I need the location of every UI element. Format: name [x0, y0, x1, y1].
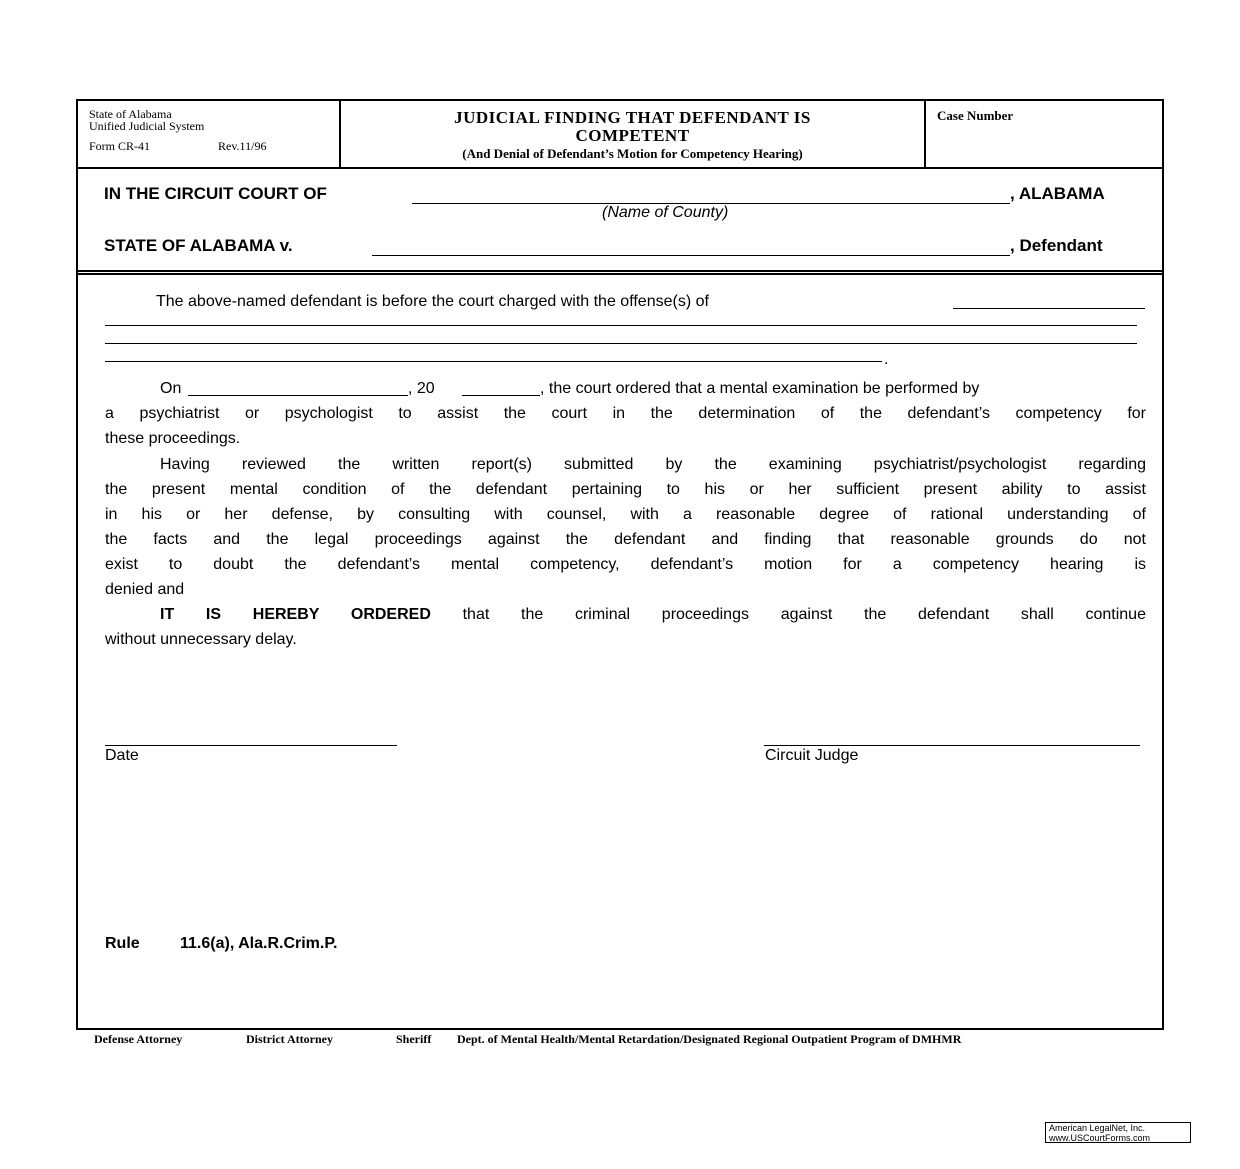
form-identification	[78, 101, 341, 167]
order-line1-end: , the court ordered that a mental examination be performed by	[540, 380, 980, 397]
offense-field-line3[interactable]	[105, 343, 1137, 344]
offense-period: .	[884, 351, 889, 368]
on-label: On	[160, 380, 182, 397]
form-subtitle: (And Denial of Defendant’s Motion for Competency Hearing)	[462, 146, 803, 161]
form-title-line1: JUDICIAL FINDING THAT DEFENDANT IS	[454, 108, 811, 127]
judge-signature-line[interactable]	[764, 745, 1140, 746]
order-line3: these proceedings.	[105, 430, 241, 447]
offense-field-line1[interactable]	[953, 308, 1145, 309]
review-line3: in his or her defense, by consulting with counsel, with a reasonable degree of rational understanding of	[105, 506, 1146, 523]
review-line4: the facts and the legal proceedings against the defendant and finding that reasonable grounds do not	[105, 531, 1146, 548]
form-header	[78, 101, 1162, 169]
review-line6: denied and	[105, 581, 185, 598]
order-line2: a psychiatrist or psychologist to assist the court in the determination of the defendant’s competency for	[105, 405, 1146, 422]
court-caption	[78, 169, 1162, 275]
alabama-suffix: , ALABAMA	[1010, 184, 1105, 203]
publisher-name: American LegalNet, Inc.	[1049, 1123, 1146, 1133]
review-line5: exist to doubt the defendant’s mental competency, defendant’s motion for a competency hearing is	[105, 556, 1146, 573]
offense-intro: The above-named defendant is before the court charged with the offense(s) of	[156, 293, 709, 310]
year-label: , 20	[408, 380, 435, 397]
form-title-block	[341, 101, 926, 167]
ordered-line1	[160, 602, 1146, 627]
form-title-line2: COMPETENT	[575, 126, 690, 145]
review-line2: the present mental condition of the defendant pertaining to his or her sufficient present ability to assist	[105, 481, 1146, 498]
judicial-system: Unified Judicial System	[89, 119, 205, 133]
review-line1: Having reviewed the written report(s) submitted by the examining psychiatrist/psychologist regarding	[160, 456, 1146, 473]
rule-citation: 11.6(a), Ala.R.Crim.P.	[180, 935, 338, 952]
order-date-field[interactable]	[188, 395, 408, 396]
form-revision: Rev.11/96	[218, 139, 267, 153]
form-number: Form CR-41	[89, 139, 151, 153]
county-caption: (Name of County)	[602, 204, 729, 221]
distribution-sheriff: Sheriff	[396, 1032, 432, 1046]
state-name: State of Alabama	[89, 107, 172, 121]
distribution-defense-attorney: Defense Attorney	[94, 1032, 183, 1046]
offense-field-line2[interactable]	[105, 325, 1137, 326]
distribution-dmh: Dept. of Mental Health/Mental Retardation/Designated Regional Outpatient Program of DMHMR	[457, 1032, 962, 1046]
ordered-rest: that the criminal proceedings against the defendant shall continue	[462, 606, 1146, 623]
court-form	[76, 99, 1164, 1030]
judge-label: Circuit Judge	[765, 747, 859, 764]
rule-label: Rule	[105, 935, 140, 952]
state-of-alabama-label: STATE OF ALABAMA v.	[104, 236, 293, 255]
case-number-box[interactable]	[926, 101, 1162, 167]
order-year-field[interactable]	[462, 395, 540, 396]
defendant-name-field[interactable]	[372, 255, 1010, 256]
offense-field-line4[interactable]	[105, 361, 882, 362]
case-number-label: Case Number	[937, 108, 1014, 123]
distribution-district-attorney: District Attorney	[246, 1032, 333, 1046]
date-signature-line[interactable]	[105, 745, 397, 746]
ordered-bold: IT IS HEREBY ORDERED	[160, 606, 431, 623]
circuit-court-label: IN THE CIRCUIT COURT OF	[104, 184, 327, 203]
ordered-line2: without unnecessary delay.	[105, 631, 297, 648]
publisher-url: www.USCourtForms.com	[1049, 1133, 1151, 1143]
date-label: Date	[105, 747, 139, 764]
defendant-suffix: , Defendant	[1010, 236, 1103, 255]
publisher-stamp	[1045, 1122, 1191, 1143]
